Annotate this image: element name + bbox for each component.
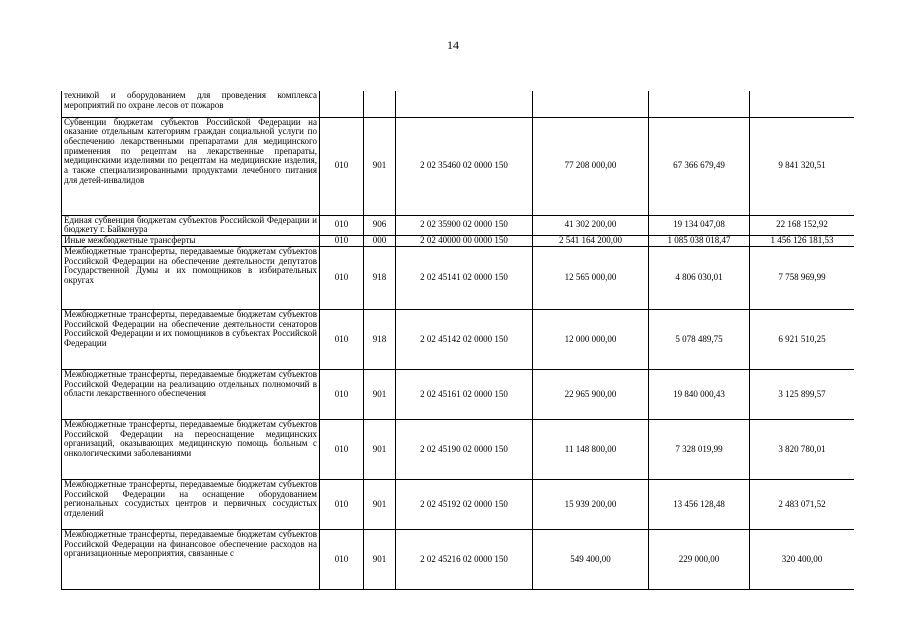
- row-kbk-code: 2 02 45161 02 0000 150: [396, 369, 533, 419]
- row-code-admin: 010: [320, 419, 364, 479]
- row-remaining-amount: 2 483 071,52: [750, 479, 855, 529]
- row-executed-amount: 229 000,00: [649, 529, 750, 589]
- row-kbk-code: 2 02 45192 02 0000 150: [396, 479, 533, 529]
- row-plan-amount: 12 565 000,00: [533, 246, 649, 309]
- row-name: Межбюджетные трансферты, передаваемые бюджетам субъектов Российской Федерации на реализацию отдельных полномочий в области лекарственного обеспечения: [62, 369, 320, 419]
- row-code-admin: 010: [320, 117, 364, 215]
- table-row: [62, 309, 855, 369]
- row-executed-amount: 67 366 679,49: [649, 117, 750, 215]
- table-row: [62, 529, 855, 589]
- row-executed-amount: 5 078 489,75: [649, 309, 750, 369]
- row-kbk-code: 2 02 40000 00 0000 150: [396, 235, 533, 246]
- row-plan-amount: 11 148 800,00: [533, 419, 649, 479]
- row-code-admin: 010: [320, 246, 364, 309]
- row-code-chapter: 901: [364, 117, 396, 215]
- row-code-admin: 010: [320, 369, 364, 419]
- row-plan-amount: 77 208 000,00: [533, 117, 649, 215]
- row-name: Межбюджетные трансферты, передаваемые бюджетам субъектов Российской Федерации на переоснащение медицинских организаций, оказывающих медицинскую помощь больным с онкологическими заболеваниями: [62, 419, 320, 479]
- row-code-chapter: [364, 91, 396, 117]
- row-name: Субвенции бюджетам субъектов Российской Федерации на оказание отдельным категориям граждан социальной услуги по обеспечению лекарственными препаратами для медицинского применения по рецептам на лекарственные препараты, медицинскими изделиями по рецептам на медицинские изделия, а также специализированными продуктами лечебного питания для детей-инвалидов: [62, 117, 320, 215]
- row-code-admin: 010: [320, 479, 364, 529]
- row-kbk-code: 2 02 45216 02 0000 150: [396, 529, 533, 589]
- row-name: Межбюджетные трансферты, передаваемые бюджетам субъектов Российской Федерации на обеспечение деятельности депутатов Государственной Думы и их помощников в избирательных округах: [62, 246, 320, 309]
- row-name: Иные межбюджетные трансферты: [62, 235, 320, 246]
- row-kbk-code: [396, 91, 533, 117]
- row-remaining-amount: 3 125 899,57: [750, 369, 855, 419]
- table-row: [62, 117, 855, 215]
- row-kbk-code: 2 02 45142 02 0000 150: [396, 309, 533, 369]
- row-kbk-code: 2 02 45190 02 0000 150: [396, 419, 533, 479]
- table-row: [62, 246, 855, 309]
- row-executed-amount: 19 134 047,08: [649, 215, 750, 235]
- row-code-chapter: 901: [364, 479, 396, 529]
- page-number: 14: [447, 38, 459, 52]
- row-code-chapter: 901: [364, 369, 396, 419]
- table-row: [62, 91, 855, 117]
- row-executed-amount: [649, 91, 750, 117]
- row-remaining-amount: [750, 91, 855, 117]
- table-row: [62, 369, 855, 419]
- row-remaining-amount: 320 400,00: [750, 529, 855, 589]
- row-name: техникой и оборудованием для проведения комплекса мероприятий по охране лесов от пожаров: [62, 91, 320, 117]
- row-kbk-code: 2 02 35900 02 0000 150: [396, 215, 533, 235]
- row-plan-amount: 22 965 900,00: [533, 369, 649, 419]
- row-name: Единая субвенция бюджетам субъектов Российской Федерации и бюджету г. Байконура: [62, 215, 320, 235]
- row-plan-amount: 549 400,00: [533, 529, 649, 589]
- row-code-admin: [320, 91, 364, 117]
- row-name: Межбюджетные трансферты, передаваемые бюджетам субъектов Российской Федерации на обеспечение деятельности сенаторов Российской Федерации и их помощников в субъектах Российской Федерации: [62, 309, 320, 369]
- budget-table: [61, 91, 854, 590]
- budget-table-container: [61, 91, 854, 599]
- row-remaining-amount: 7 758 969,99: [750, 246, 855, 309]
- row-remaining-amount: 1 456 126 181,53: [750, 235, 855, 246]
- row-plan-amount: 41 302 200,00: [533, 215, 649, 235]
- row-remaining-amount: 6 921 510,25: [750, 309, 855, 369]
- row-executed-amount: 7 328 019,99: [649, 419, 750, 479]
- row-kbk-code: 2 02 35460 02 0000 150: [396, 117, 533, 215]
- table-row: [62, 215, 855, 235]
- row-plan-amount: 2 541 164 200,00: [533, 235, 649, 246]
- row-remaining-amount: 3 820 780,01: [750, 419, 855, 479]
- row-executed-amount: 13 456 128,48: [649, 479, 750, 529]
- table-row: [62, 235, 855, 246]
- row-remaining-amount: 22 168 152,92: [750, 215, 855, 235]
- row-executed-amount: 1 085 038 018,47: [649, 235, 750, 246]
- row-executed-amount: 19 840 000,43: [649, 369, 750, 419]
- row-code-admin: 010: [320, 529, 364, 589]
- row-code-admin: 010: [320, 215, 364, 235]
- row-code-chapter: 918: [364, 309, 396, 369]
- table-row: [62, 419, 855, 479]
- row-code-chapter: 918: [364, 246, 396, 309]
- row-name: Межбюджетные трансферты, передаваемые бюджетам субъектов Российской Федерации на финансовое обеспечение расходов на организационные мероприятия, связанные с: [62, 529, 320, 589]
- row-name: Межбюджетные трансферты, передаваемые бюджетам субъектов Российской Федерации на оснащение оборудованием региональных сосудистых центров и первичных сосудистых отделений: [62, 479, 320, 529]
- row-code-chapter: 000: [364, 235, 396, 246]
- row-code-chapter: 906: [364, 215, 396, 235]
- row-executed-amount: 4 806 030,01: [649, 246, 750, 309]
- row-plan-amount: [533, 91, 649, 117]
- row-code-admin: 010: [320, 235, 364, 246]
- row-kbk-code: 2 02 45141 02 0000 150: [396, 246, 533, 309]
- row-remaining-amount: 9 841 320,51: [750, 117, 855, 215]
- row-code-admin: 010: [320, 309, 364, 369]
- row-code-chapter: 901: [364, 419, 396, 479]
- table-row: [62, 479, 855, 529]
- row-plan-amount: 15 939 200,00: [533, 479, 649, 529]
- row-code-chapter: 901: [364, 529, 396, 589]
- row-plan-amount: 12 000 000,00: [533, 309, 649, 369]
